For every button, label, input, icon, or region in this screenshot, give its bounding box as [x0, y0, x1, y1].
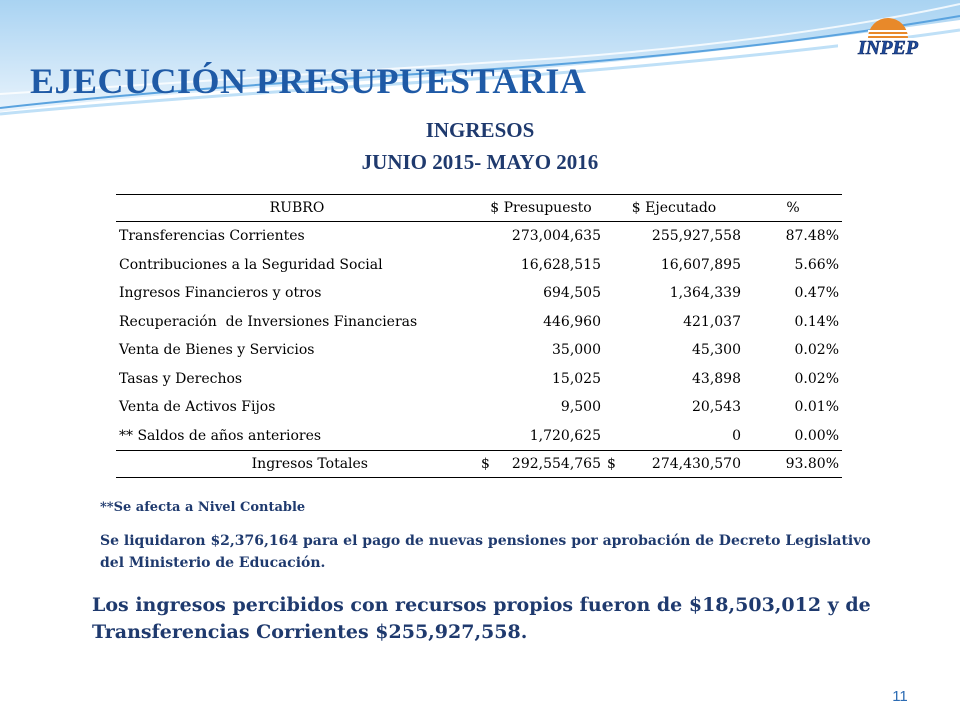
- percent-cell: 0.47%: [794, 285, 839, 302]
- page-number: 11: [892, 688, 908, 705]
- presupuesto-cell: 446,960: [543, 313, 601, 330]
- percent-cell: 0.00%: [794, 427, 839, 444]
- total-row: [116, 451, 842, 478]
- header-percent: %: [744, 195, 842, 222]
- total-label: Ingresos Totales: [116, 451, 478, 478]
- total-presupuesto-cell: [478, 451, 604, 478]
- table-row: [116, 422, 842, 451]
- table-row: [116, 336, 842, 365]
- percent-cell: 0.02%: [794, 342, 839, 359]
- table-row: [116, 279, 842, 308]
- ejecutado-cell: 16,607,895: [660, 256, 741, 273]
- subtitle-period: JUNIO 2015- MAYO 2016: [361, 150, 599, 174]
- rubro-cell: Ingresos Financieros y otros: [119, 285, 322, 302]
- rubro-cell: Tasas y Derechos: [119, 370, 243, 387]
- inpep-logo: [832, 8, 944, 64]
- percent-cell: 0.14%: [794, 313, 839, 330]
- ejecutado-cell: 421,037: [683, 313, 741, 330]
- subtitle-ingresos: INGRESOS: [425, 118, 535, 142]
- presupuesto-cell: 694,505: [543, 285, 601, 302]
- presupuesto-cell: 15,025: [552, 370, 601, 387]
- footnote: **Se afecta a Nivel Contable: [100, 500, 306, 515]
- table-header-row: [116, 195, 842, 222]
- ejecutado-cell: 255,927,558: [651, 228, 741, 245]
- presupuesto-cell: 9,500: [560, 399, 601, 416]
- table-row: [116, 393, 842, 422]
- ejecutado-cell: 1,364,339: [669, 285, 741, 302]
- table-row: [116, 308, 842, 337]
- rubro-cell: Recuperación de Inversiones Financieras: [119, 313, 418, 330]
- presupuesto-cell: 16,628,515: [520, 256, 601, 273]
- presupuesto-cell: 35,000: [552, 342, 601, 359]
- logo-text: INPEP: [858, 37, 918, 59]
- rubro-cell: Venta de Bienes y Servicios: [119, 342, 315, 359]
- total-ejecutado: 274,430,570: [651, 456, 741, 472]
- percent-cell: 0.02%: [794, 370, 839, 387]
- currency-symbol: $: [607, 456, 616, 472]
- total-presupuesto: 292,554,765: [511, 456, 601, 472]
- table-row: [116, 251, 842, 280]
- percent-cell: 0.01%: [794, 399, 839, 416]
- page-title: EJECUCIÓN PRESUPUESTARIA: [30, 61, 587, 101]
- header-ejecutado: $ Ejecutado: [604, 195, 744, 222]
- liquidation-note: Se liquidaron $2,376,164 para el pago de nuevas pensiones por aprobación de Decreto Legislativo del Ministerio de Educación.: [100, 533, 871, 571]
- currency-symbol: $: [481, 456, 490, 472]
- rubro-cell: Transferencias Corrientes: [119, 228, 305, 245]
- total-ejecutado-cell: [604, 451, 744, 478]
- table-row: [116, 222, 842, 251]
- rubro-cell: Venta de Activos Fijos: [119, 399, 276, 416]
- percent-cell: 5.66%: [794, 256, 839, 273]
- rubro-cell: ** Saldos de años anteriores: [119, 427, 322, 444]
- summary-note: Los ingresos percibidos con recursos propios fueron de $18,503,012 y de Transferencias Corrientes $255,927,558.: [92, 594, 871, 643]
- total-percent: 93.80%: [744, 451, 842, 478]
- header-presupuesto: $ Presupuesto: [478, 195, 604, 222]
- table-row: [116, 365, 842, 394]
- presupuesto-cell: 1,720,625: [529, 427, 601, 444]
- header-rubro: RUBRO: [116, 195, 478, 222]
- presupuesto-cell: 273,004,635: [511, 228, 601, 245]
- ejecutado-cell: 43,898: [692, 370, 741, 387]
- budget-table: [116, 194, 842, 478]
- ejecutado-cell: 20,543: [692, 399, 741, 416]
- percent-cell: 87.48%: [785, 228, 839, 245]
- rubro-cell: Contribuciones a la Seguridad Social: [119, 256, 383, 273]
- ejecutado-cell: 0: [732, 427, 741, 444]
- ejecutado-cell: 45,300: [692, 342, 741, 359]
